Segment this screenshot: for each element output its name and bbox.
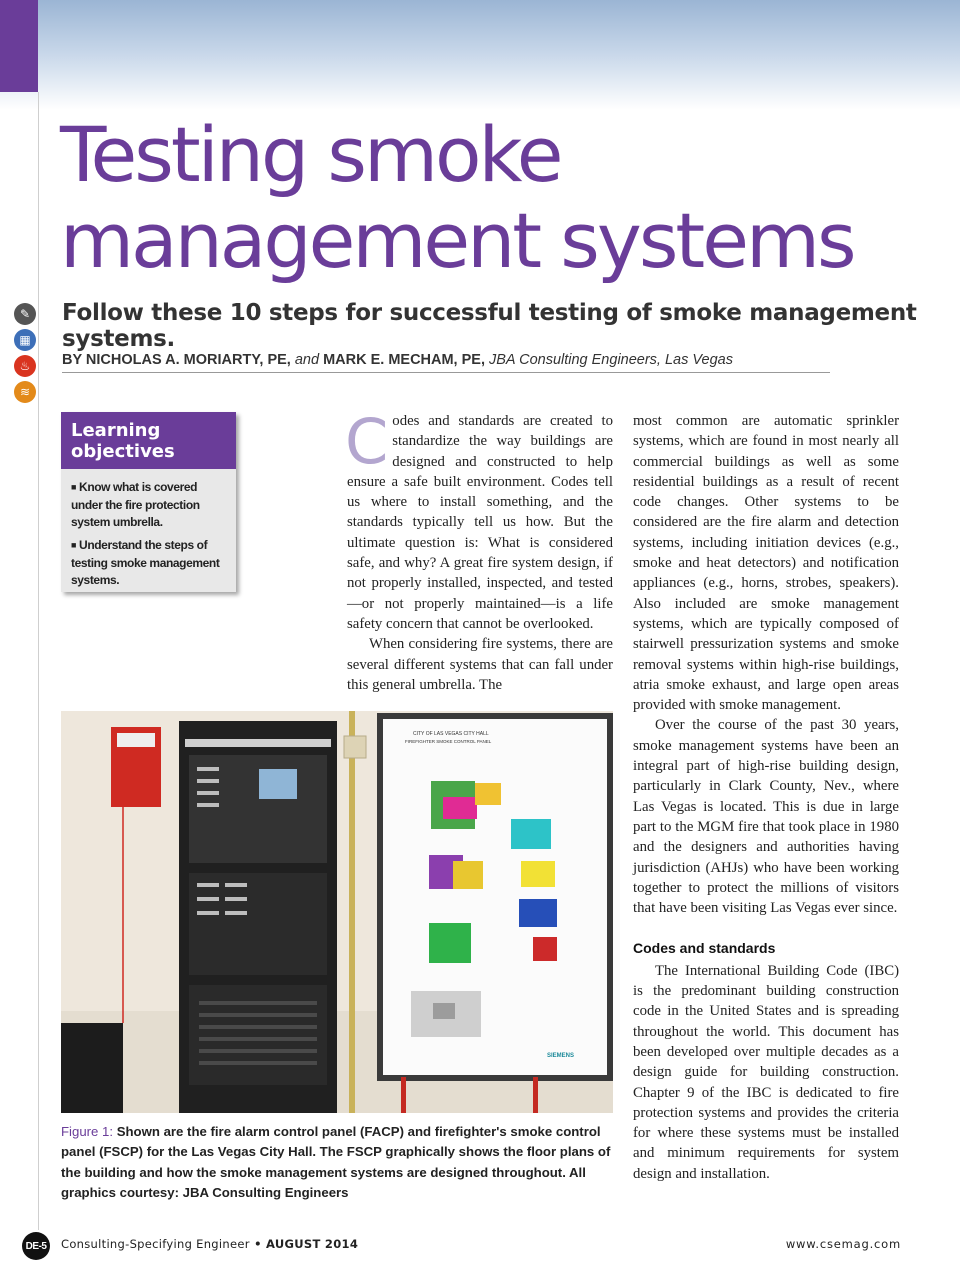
article-column-1 <box>345 405 613 695</box>
paragraph: most common are automatic sprinkler systems, which are found in most nearly all commercial buildings as well as some residential buildings as a result of recent code changes. Other systems to be considered are the fire alarm and detection systems, including initiation devices (e.g., smoke and heat detectors) and notification appliances (e.g., horns, strobes, speakers). Also included are smoke management systems, which are typically composed of stairwell pressurization systems and smoke removal systems within high-rise buildings, atria smoke exhaust, and large open areas provided with smoke management. <box>633 413 899 714</box>
topic-icons <box>14 303 38 407</box>
paragraph: The International Building Code (IBC) is the predominant building construction code in the United States and is spreading throughout the world. This document has been developed over multiple decades as a design guide for building construction. Chapter 9 of the IBC is dedicated to fire protection systems and provides the criteria for where these systems must be installed and minimum requirements for system design and installation. <box>633 962 899 1182</box>
figure-caption-text: Shown are the fire alarm control panel (FACP) and firefighter's smoke control panel (FSCP) for the Las Vegas City Hall. The FSCP graphically shows the floor plans of the building and how the smoke management systems are designed throughout. All graphics courtesy: JBA Consulting Engineers <box>61 1124 611 1200</box>
publication-name: Consulting-Specifying Engineer <box>61 1237 250 1251</box>
learning-objective-item: ■ Understand the steps of testing smoke management systems. <box>71 537 228 589</box>
byline <box>62 352 733 368</box>
panel-subheader: FIREFIGHTER SMOKE CONTROL PANEL <box>405 739 492 744</box>
article-subtitle: Follow these 10 steps for successful testing of smoke management systems. <box>62 300 917 352</box>
title-line-1: Testing smoke <box>60 110 561 199</box>
flame-icon[interactable]: ♨ <box>14 355 36 377</box>
article-column-2 <box>633 411 899 1184</box>
section-heading: Codes and standards <box>633 940 776 957</box>
smoke-icon[interactable]: ≋ <box>14 381 36 403</box>
issue-date: • AUGUST 2014 <box>249 1237 359 1251</box>
learning-objectives-heading: Learning objectives <box>61 412 236 469</box>
learning-objectives-list <box>61 469 236 589</box>
figure-label: Figure 1: <box>61 1124 114 1139</box>
control-panels-illustration <box>61 711 613 1113</box>
section-tab <box>0 0 38 92</box>
byline-divider <box>62 372 830 373</box>
footer-url[interactable]: www.csemag.com <box>785 1237 901 1251</box>
byline-and: and <box>290 352 324 368</box>
title-line-2: management systems <box>60 196 854 285</box>
paragraph: When considering fire systems, there are several different systems that can fall under this general umbrella. The <box>347 636 613 693</box>
article-title <box>60 112 854 284</box>
paragraph: odes and standards are created to standardize the way buildings are designed and constructed to help ensure a safe built environment. Codes tell us where to install something, and the standards typically tell us how. But the ultimate question is: What is considered safe, and why? A great fire system design, if not properly installed, inspected, and tested—or not properly maintained—is a life safety concern that cannot be overlooked. <box>347 413 613 632</box>
figure-caption <box>61 1122 613 1203</box>
learning-objective-item: ■ Know what is covered under the fire protection system umbrella. <box>71 479 228 531</box>
page-number-badge: DE-5 <box>22 1232 50 1260</box>
margin-rule <box>38 92 39 1230</box>
drop-cap: C <box>345 405 389 478</box>
byline-affiliation: JBA Consulting Engineers, Las Vegas <box>484 352 733 368</box>
paragraph: Over the course of the past 30 years, smoke management systems have been an integral part of high-rise building design, particularly in Clark County, Nev., where Las Vegas is located. This is due in large part to the MGM fire that took place in 1980 and the designers and authorities having jurisdiction (AHJs) who have been working together to protect the millions of visitors that have been visiting Las Vegas ever since. <box>633 717 899 917</box>
author-1: NICHOLAS A. MORIARTY, PE, <box>85 352 291 368</box>
figure-photo <box>61 711 613 1113</box>
ceu-icon[interactable]: ✎ <box>14 303 36 325</box>
author-2: MARK E. MECHAM, PE, <box>323 352 485 368</box>
calendar-icon[interactable]: ▦ <box>14 329 36 351</box>
panel-header: CITY OF LAS VEGAS CITY HALL <box>413 731 489 737</box>
footer-publication <box>61 1237 358 1251</box>
byline-prefix: BY <box>62 352 86 368</box>
header-gradient <box>0 0 960 110</box>
learning-objectives-box <box>61 412 236 592</box>
panel-brand: SIEMENS <box>547 1053 575 1059</box>
